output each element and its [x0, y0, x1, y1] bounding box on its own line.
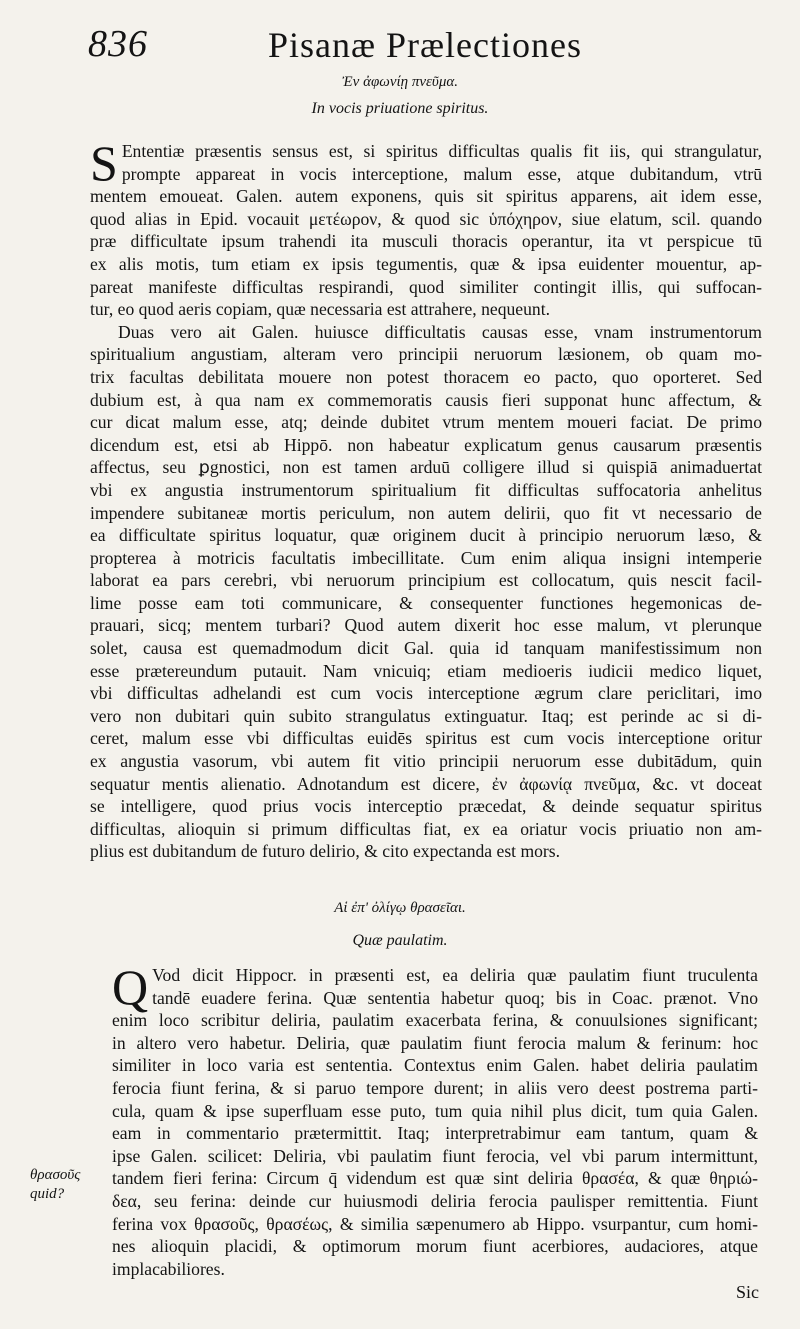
text-line: tur, eo quod aeris copiam, quæ necessaria est attrahere, nequeunt. [90, 299, 550, 320]
section2-latin-title: Quæ paulatim. [352, 932, 448, 949]
section2-greek-title: Αἱ ἐπ' ὀλίγῳ θρασεῖαι. [334, 900, 466, 916]
text-line: ferina vox θρασοῦς, θρασέως, & similia sæpenumero ab Hippo. vsurpantur, cum homi- [112, 1213, 758, 1234]
text-line: tandē euadere ferina. Quæ sententia habetur quoq; bis in Coac. prænot. Vno [152, 987, 758, 1008]
margin-note-line: quid? [30, 1186, 65, 1202]
section1-latin-title: In vocis priuatione spiritus. [311, 100, 489, 117]
section1-greek-title: Ἐν ἀφωνίῃ πνεῦμα. [342, 74, 458, 90]
text-line: præ difficultate ipsum trahendi ita musculi thoracis operantur, ita vt perspicue tū [90, 231, 762, 252]
text-line: spiritualium angustiam, alteram vero principii neruorum læsionem, ob quam mo- [90, 344, 762, 365]
section2-dropcap: Q [112, 959, 149, 1015]
text-line: propterea à motricis facultatis imbecillitate. Cum enim aliqua insigni intemperie [90, 547, 762, 568]
text-line: cur dicat malum esse, atq; deinde dubitet vtrum mentem moueri faciat. De primo [90, 412, 762, 433]
text-line: tandem fieri ferina: Circum q̄ videndum est quæ sint deliria θρασέα, & quæ θηριώ- [112, 1168, 758, 1189]
margin-note-line: θρασοῦς [30, 1167, 81, 1183]
text-line: pareat manifeste difficultas respirandi, quod similiter contingit illis, qui suffocan- [90, 276, 762, 297]
text-line: ex angustia vasorum, vbi autem fit vitio principii neruorum esse dubitādum, quin [90, 751, 762, 772]
running-title: Pisanæ Prælectiones [268, 25, 582, 65]
margin-note [30, 1166, 110, 1204]
text-line: eam in commentario prætermittit. Itaq; interpretrabimur eam tantum, quam & [112, 1123, 758, 1144]
text-line: vero non dubitari quin subito strangulatus extinguatur. Itaq; est perinde ac si di- [90, 705, 762, 726]
text-line: ipse Galen. scilicet: Deliria, vbi paulatim fiunt ferocia, vel vbi parum intermittunt, [112, 1145, 758, 1166]
text-line: ea difficultate spiritus loquatur, quæ originem ducit à principio neruorum læso, & [90, 525, 762, 546]
section1-body [90, 135, 762, 863]
text-line: prompte appareat in vocis interceptione, malum esse, atque dubitandum, vtrū [121, 163, 762, 184]
section2-body [112, 959, 758, 1280]
text-line: mentem emoueat. Galen. autem exponens, quis sit spiritus apparens, ait idem esse, [90, 186, 762, 207]
text-line: trix facultas debilitata mouere non potest thoracem eo pacto, quo oporteret. Sed [90, 366, 762, 387]
section1-dropcap: S [90, 135, 118, 191]
text-line: esse prætereundum putauit. Nam vnicuiq; etiam medioeris iudicii medico liquet, [90, 660, 762, 681]
text-line: δεα, seu ferina: deinde cur huiusmodi deliria ferocia paulisper remittentia. Fiunt [112, 1190, 758, 1211]
text-line: ex alis motis, tum etiam ex ipsis tegumentis, quæ & ipsa euidenter mouentur, ap- [90, 253, 762, 274]
text-line: Ententiæ præsentis sensus est, si spiritus difficultas qualis fit iis, qui strangulatur, [121, 141, 762, 161]
text-line: dubium est, à qua nam ex commemoratis causis fieri supponat hunc affectum, & [90, 389, 762, 410]
text-line: affectus, seu ꝑgnostici, non est tamen arduū colligere illud si quispiā animaduertat [90, 457, 762, 478]
text-line: plius est dubitandum de futuro delirio, & cito expectanda est mors. [90, 841, 561, 862]
text-line: solet, causa est quemadmodum dicit Gal. quia id tanquam manifestissimum non [90, 638, 762, 659]
text-line: lime posse eam toti communicare, & consequenter functiones hegemonicas de- [90, 592, 762, 613]
text-line: sequatur mentis alienatio. Adnotandum est dicere, ἐν ἀφωνίᾳ πνεῦμα, &c. vt doceat [90, 773, 762, 794]
text-line: Duas vero ait Galen. huiusce difficultatis causas esse, vnam instrumentorum [118, 321, 762, 342]
text-line: enim loco scribitur deliria, paulatim exacerbata ferina, & conuulsiones significant; [112, 1010, 758, 1031]
text-line: ceret, malum esse vbi difficultas euidēs spiritus est cum vocis interceptione oritur [90, 728, 762, 749]
text-line: difficultas, alioquin si primum difficultas fiat, ex ea oriatur vocis priuatio non am- [90, 818, 762, 839]
text-line: nes alioquin placidi, & optimorum morum fiunt acerbiores, audaciores, atque [112, 1236, 758, 1257]
text-line: similiter in loco varia est sententia. Contextus enim Galen. habet deliria paulatim [112, 1055, 758, 1076]
text-line: cula, quam & ipse superfluam esse puto, tum quia nihil plus dicit, tum quia Galen. [112, 1100, 758, 1121]
text-line: se intelligere, quod prius vocis interceptio præcedat, & deinde sequatur spiritus [90, 796, 762, 817]
text-line: implacabiliores. [112, 1258, 225, 1279]
page-number: 836 [88, 23, 148, 65]
text-line: dicendum est, etsi ab Hippō. non habeatur explicatum genus causarum præsentis [90, 434, 762, 455]
text-line: in altero vero habetur. Deliria, quæ paulatim fiunt ferocia malum & ferinum: hoc [112, 1032, 758, 1053]
text-line: prauari, sicq; mentem turbari? Quod autem dixerit hoc esse malum, vt plerunque [90, 615, 762, 636]
text-line: ferocia fiunt ferina, & si paruo tempore durent; in aliis vero deest postrema parti- [112, 1077, 758, 1098]
catchword: Sic [736, 1282, 760, 1302]
text-line: laborat ea pars cerebri, vbi neruorum principium est collocatum, quis nescit facil- [90, 570, 762, 591]
text-line: quod alias in Epid. vocauit μετέωρον, & quod sic ὑπόχηρον, siue elatum, scil. quando [90, 208, 762, 229]
text-line: Vod dicit Hippocr. in præsenti est, ea deliria quæ paulatim fiunt truculenta [152, 965, 758, 985]
text-line: vbi difficultas adhelandi est cum vocis interceptione ægrum clare periclitari, imo [90, 683, 762, 704]
text-line: vbi ex angustia instrumentorum spiritualium fit difficultas suffocatoria anhelitus [90, 479, 762, 500]
text-line: impendere subitaneæ mortis periculum, non autem delirii, quo fit vt necessario de [90, 502, 762, 523]
